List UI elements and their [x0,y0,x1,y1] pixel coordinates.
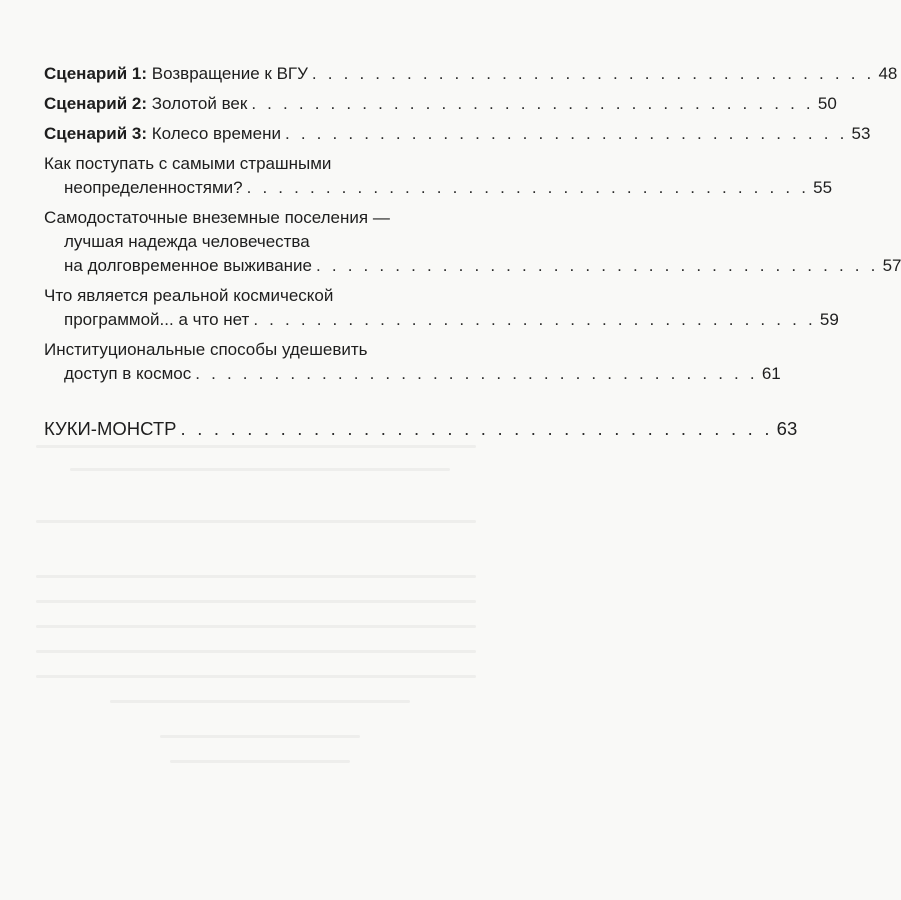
page-number: 50 [817,94,837,113]
entry-title-line: Как поступать с самыми страшными [44,154,332,173]
entry-title-line: Самодостаточные внеземные поселения — [44,208,390,227]
entry-title-line: Институциональные способы удешевить [44,340,368,359]
dot-leader: . . . . . . . . . . . . . . . . . . . . . . . . . . . . . . . . . . . . [284,124,848,143]
entry-title: Золотой век [151,94,248,113]
entry-title-line: программой... а что нет [64,310,250,329]
page-number: 48 [878,64,898,83]
entry-label: Сценарий 3: [44,124,148,143]
entry-title: Колесо времени [151,124,281,143]
show-through-line [70,468,450,471]
page-number: 53 [851,124,871,143]
dot-leader: . . . . . . . . . . . . . . . . . . . . . . . . . . . . . . . . . . . . [251,94,814,113]
toc-entry[interactable] [44,122,871,146]
dot-leader: . . . . . . . . . . . . . . . . . . . . . . . . . . . . . . . . . . . . [253,310,816,329]
show-through-line [36,625,476,628]
show-through-line [36,520,476,523]
show-through-line [110,700,410,703]
table-of-contents [44,62,901,448]
entry-title-line: Что является реальной космической [44,286,334,305]
dot-leader: . . . . . . . . . . . . . . . . . . . . . . . . . . . . . . . . . . . . [316,256,879,275]
entry-title: Возвращение к ВГУ [151,64,308,83]
toc-entry[interactable] [44,284,839,332]
show-through-line [36,675,476,678]
toc-entry[interactable] [44,206,901,278]
dot-leader: . . . . . . . . . . . . . . . . . . . . . . . . . . . . . . . . . . . . [195,364,758,383]
dot-leader: . . . . . . . . . . . . . . . . . . . . . . . . . . . . . . . . . . . . [246,178,810,197]
toc-entry[interactable] [44,152,833,200]
show-through-line [170,760,350,763]
page-number: 59 [819,310,839,329]
show-through-line [36,650,476,653]
page-number: 55 [813,178,833,197]
show-through-line [36,600,476,603]
show-through-line [160,735,360,738]
toc-entry[interactable] [44,92,837,116]
toc-entry[interactable] [44,338,781,386]
page-number: 63 [776,418,798,439]
chapter-title: КУКИ-МОНСТР [44,418,177,439]
entry-title-line: на долговременное выживание [64,256,313,275]
entry-title-line: доступ в космос [64,364,192,383]
show-through-line [36,575,476,578]
page-number: 57 [882,256,901,275]
entry-label: Сценарий 2: [44,94,148,113]
entry-label: Сценарий 1: [44,64,148,83]
dot-leader: . . . . . . . . . . . . . . . . . . . . . . . . . . . . . . . . . . . . [311,64,875,83]
page-number: 61 [761,364,781,383]
entry-title-line: лучшая надежда человечества [64,232,310,251]
dot-leader: . . . . . . . . . . . . . . . . . . . . . . . . . . . . . . . . . . . . [180,418,773,439]
toc-entry[interactable] [44,62,898,86]
entry-title-line: неопределенностями? [64,178,243,197]
toc-entry-chapter[interactable] [44,416,798,442]
